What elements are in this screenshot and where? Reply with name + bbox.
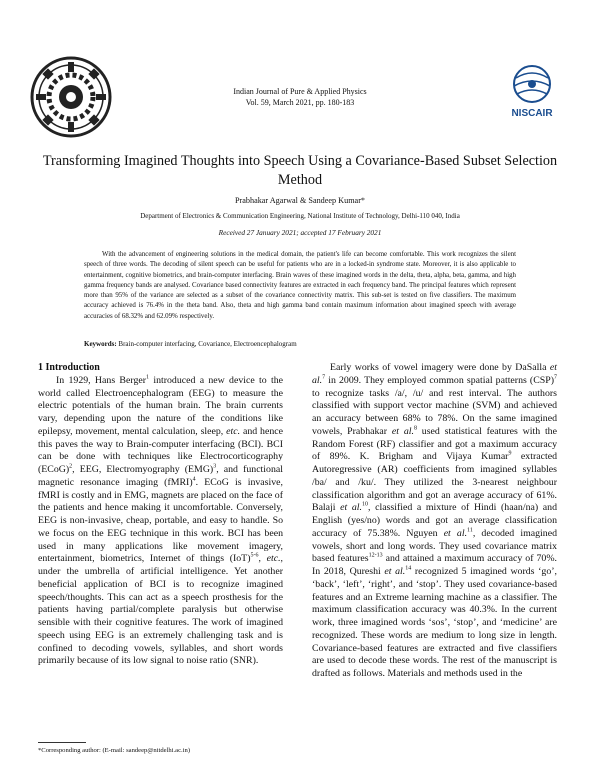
paper-dates: Received 27 January 2021; accepted 17 February 2021 [218,228,382,237]
keywords-text: Brain-computer interfacing, Covariance, Electroencephalogram [118,340,297,348]
right-column [312,362,557,681]
section-heading: 1 Introduction [38,362,100,373]
intro-paragraph-2: Early works of vowel imagery were done by DaSalla et al.$^7$ in 2009. They employed common spatial patterns (CSP)$^7$ to recognize tasks /a/, /u/ and rest interval. The authors classified with support vector machine (SVM) and achieved an accuracy between 68% to 78%. On the same imagined vowels, Prabhakar et al.$^8$ used statistical features with the Random Forest (RF) classifier and got a maximum accuracy of 89%. K. Brigham and Vijaya Kumar$^9$ extracted Autoregressive (AR) coefficients from imagined syllables /ba/ and /ku/. They utilized the 3-nearest neighbour classification algorithm and got an average accuracy of 61%. Balaji et al.$^{10}$, classified a mixture of Hindi (haan/na) and English (yes/no) words and got an average classification accuracy of 75.38%. Nguyen et al.$^{11}$, decoded imagined vowels, short and long words. They used covariance matrix based features$^{12-13}$ and attained a maximum accuracy of 70%. In 2018, Qureshi et al.$^{14}$ recognized 5 imagined words ‘go’, ‘back’, ‘left’, ‘right’, and ‘stop’. They used covariance-based features and an Extreme learning machine as a classifier. The maximum classification accuracy was 40.3%. In the current work, three imagined words ‘sos’, ‘stop’, and ‘medicine’ are recognized. These words are medium to long size in length. Covariance-based features are extracted and five classifiers are used to decode these words. The rest of the manuscript is drafted as follows. Materials and methods used in the [312,362,557,679]
footnote-rule [38,742,86,743]
left-column [38,362,283,668]
niscair-logo-text: NISCAIR [511,108,553,119]
journal-name: Indian Journal of Pure & Applied Physics [233,87,367,96]
keywords-label: Keywords: [84,340,117,348]
paper-authors: Prabhakar Agarwal & Sandeep Kumar* [234,196,366,205]
paper-affiliation: Department of Electronics & Communication Engineering, National Institute of Technology, Delhi-110 040, India [140,212,460,220]
keywords [84,340,516,348]
niscair-logo [500,64,564,122]
corresponding-author-footnote: *Corresponding author: (E-mail: sandeep@nitdelhi.ac.in) [38,747,191,754]
abstract: With the advancement of engineering solutions in the medical domain, the patient's life can become comfortable. This work recognizes the silent speech of three words. The decoding of silent speech can be useful for patients who are in a locked-in syndrome state. Moreover, it is also applicable to entertainment, cognitive biometrics, and brain-computer interfacing. Brain waves of these imagined words in the delta, theta, alpha, beta, gamma, and high gamma frequency bands are analysed. Covariance based connectivity features are extracted in each frequency band. The principal features which represent more than 95% of the variance are selected as a subset of the covariance connectivity matrix. This sub-set is tested on five classifiers. The maximum accuracy achieved is 76.4% in the theta band. Also, theta and high gamma band contain maximum information about imagined speech with average accuracies of 68.32% and 62.09% respectively. [84,251,516,320]
paper-title: Transforming Imagined Thoughts into Speech Using a Covariance-Based Subset Selection Method [42,153,558,188]
journal-volume: Vol. 59, March 2021, pp. 180-183 [245,98,355,107]
csir-seal-logo [30,56,112,138]
journal-header [150,86,450,108]
intro-paragraph-1: In 1929, Hans Berger$^1$ introduced a new device to the world called Electroencephalogram (EEG) to measure the electric potentials of the human brain. The brain currents vary, depending upon the nature of the conditions like epilepsy, movement, mental calculation, sleep, etc. and hence this paves the way to Brain-computer interfacing (BCI). BCI can be done with techniques like Electrocorticography (ECoG)$^2$, EEG, Electromyography (EMG)$^3$, and functional magnetic resonance imaging (fMRI)$^4$. ECoG is invasive, fMRI is costly and in EMG, magnets are placed on the face of the patients and hence making it uncomfortable. Conversely, EEG is non-invasive, cheap, portable, and easy to handle. So we focus on the EEG technique in this work. BCI has been used in many applications like movement imagery, entertainment, biometrics, Internet of things (IoT)$^{5-6}$, etc., under the umbrella of artificial intelligence. Yet another beneficial application of BCI is to recognize imagined speech/thoughts. This can act as a speech prosthesis for the patients having partial/complete paralysis but otherwise sensible with their cognitive features. The work of imagined speech using EEG is an extremely challenging task and is confined to decoding vowels, syllables, and short words primarily because of its low signal to noise ratio (SNR). [38,374,283,667]
